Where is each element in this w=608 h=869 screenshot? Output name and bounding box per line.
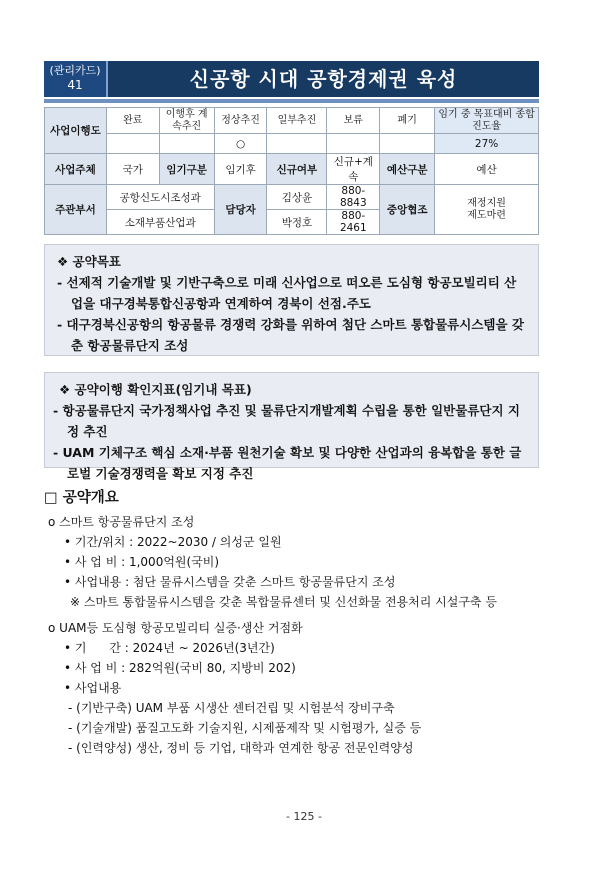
staff-label: 담당자 [214, 185, 267, 235]
overview-bullet: • 기 간 : 2024년 ~ 2026년(3년간) [64, 641, 275, 655]
new-value: 신규+계속 [327, 154, 380, 185]
project-info-table [44, 107, 539, 235]
overview-bullet: • 사 업 비 : 282억원(국비 80, 지방비 202) [64, 661, 296, 675]
staff-name-2: 박정호 [267, 210, 327, 235]
card-label: (관리카드) [49, 64, 101, 77]
overview-bullet: • 사업내용 : 첨단 물류시스템을 갖춘 스마트 항공물류단지 조성 [64, 575, 396, 589]
coop-value [435, 185, 539, 235]
indicator-item-1: - 항공물류단지 국가정책사업 추진 및 물류단지개발계획 수립을 통한 일반물류단지 지정 추진 [53, 403, 520, 439]
overview-note: ※ 스마트 통합물류시스템을 갖춘 복합물류센터 및 신선화물 전용처리 시설구축 등 [70, 595, 497, 609]
dept-value-2: 소재부품산업과 [106, 210, 214, 235]
overview-detail: - (기반구축) UAM 부품 시생산 센터건립 및 시험분석 장비구축 [68, 701, 395, 715]
coop-value-2: 제도마련 [467, 209, 506, 221]
overview-bullet: • 사업내용 [64, 681, 122, 695]
staff-name-1: 김상윤 [267, 185, 327, 210]
status-header-normal: 정상추진 [214, 108, 267, 134]
rate-value: 27% [435, 134, 539, 154]
banner-divider [44, 99, 539, 103]
status-header-discard: 폐기 [380, 108, 435, 134]
status-header-partial: 일부추진 [267, 108, 327, 134]
indicator-box [44, 372, 539, 481]
overview-bullet: • 사 업 비 : 1,000억원(국비) [64, 555, 220, 569]
progress-label: 사업이행도 [45, 108, 107, 154]
staff-phone-1: 880-8843 [327, 185, 380, 210]
status-mark-complete [106, 134, 159, 154]
term-label: 임기구분 [159, 154, 214, 185]
status-mark-discard [380, 134, 435, 154]
goal-heading: ❖ 공약목표 [57, 254, 121, 269]
goal-item-1: - 선제적 기술개발 및 기반구축으로 미래 신사업으로 떠오른 도심형 항공모빌리티 산업을 대구경북통합신공항과 연계하여 경북이 선점.주도 [57, 275, 517, 311]
goal-item-2: - 대구경북신공항의 항공물류 경쟁력 강화를 위하여 첨단 스마트 통합물류시스템을 갖춘 항공물류단지 조성 [57, 317, 524, 353]
card-number: 41 [67, 78, 83, 92]
rate-header: 임기 중 목표대비 종합 진도율 [435, 108, 539, 134]
status-header-complete: 완료 [106, 108, 159, 134]
budget-value: 예산 [435, 154, 539, 185]
entity-value: 국가 [106, 154, 159, 185]
card-label-box [44, 61, 108, 97]
term-value: 임기후 [214, 154, 267, 185]
status-mark-partial [267, 134, 327, 154]
page-number: - 125 - [286, 810, 322, 823]
budget-label: 예산구분 [380, 154, 435, 185]
new-label: 신규여부 [267, 154, 327, 185]
indicator-heading: ❖ 공약이행 확인지표(임기내 목표) [59, 382, 252, 397]
status-header-hold: 보류 [327, 108, 380, 134]
overview-heading-1: o 스마트 항공물류단지 조성 [48, 515, 195, 529]
overview-heading-2: o UAM등 도심형 항공모빌리티 실증·생산 거점화 [48, 621, 303, 635]
staff-phone-2: 880-2461 [327, 210, 380, 235]
entity-label: 사업주체 [45, 154, 107, 185]
indicator-item-2: - UAM 기체구조 핵심 소재·부품 원천기술 확보 및 다양한 산업과의 융복합을 통한 글로벌 기술경쟁력을 확보 지정 추진 [53, 445, 522, 481]
coop-label: 중앙협조 [380, 185, 435, 235]
dept-value-1: 공항신도시조성과 [106, 185, 214, 210]
overview-content [44, 512, 564, 758]
page-title: 신공항 시대 공항경제권 육성 [189, 67, 458, 91]
card-banner [44, 61, 539, 97]
status-mark-normal: ○ [214, 134, 267, 154]
overview-title: □ 공약개요 [44, 490, 119, 506]
goal-box [44, 244, 539, 356]
status-header-continue: 이행후 계속추진 [159, 108, 214, 134]
overview-detail: - (인력양성) 생산, 정비 등 기업, 대학과 연계한 항공 전문인력양성 [68, 741, 414, 755]
overview-detail: - (기술개발) 품질고도화 기술지원, 시제품제작 및 시험평가, 실증 등 [68, 721, 422, 735]
dept-label: 주관부서 [45, 185, 107, 235]
status-mark-hold [327, 134, 380, 154]
coop-value-1: 재정지원 [467, 197, 506, 209]
overview-bullet: • 기간/위치 : 2022~2030 / 의성군 일원 [64, 535, 282, 549]
status-mark-continue [159, 134, 214, 154]
